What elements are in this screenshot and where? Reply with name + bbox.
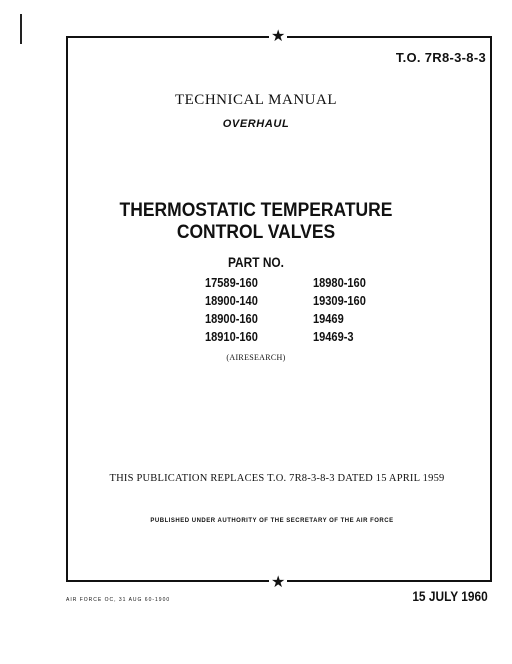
part-number: 18900-140 (205, 293, 258, 308)
document-title (20, 200, 491, 244)
supersede-notice: THIS PUBLICATION REPLACES T.O. 7R8-3-8-3 DATED 15 APRIL 1959 (109, 473, 445, 484)
part-numbers-left-column (205, 274, 258, 346)
part-number: 19469-3 (313, 329, 354, 344)
printer-imprint: AIR FORCE OC, 31 AUG 60-1900 (66, 597, 171, 603)
margin-binding-mark (20, 14, 22, 44)
technical-order-number: T.O. 7R8-3-8-3 (395, 50, 486, 65)
part-number: 18900-160 (205, 311, 258, 326)
publication-date: 15 JULY 1960 (412, 588, 488, 604)
part-number-heading: PART NO. (228, 254, 284, 270)
bottom-star-ornament: ★ (271, 572, 286, 591)
authority-notice: PUBLISHED UNDER AUTHORITY OF THE SECRETARY OF THE AIR FORCE (150, 518, 394, 524)
title-line-2: CONTROL VALVES (176, 222, 336, 243)
part-number: 18910-160 (205, 329, 258, 344)
manufacturer-name: (AIRESEARCH) (226, 353, 286, 362)
part-number: 19309-160 (313, 293, 366, 308)
title-line-1: THERMOSTATIC TEMPERATURE (119, 200, 393, 221)
part-number: 17589-160 (205, 275, 258, 290)
top-star-ornament: ★ (271, 26, 286, 45)
manual-type-heading: TECHNICAL MANUAL (174, 92, 337, 108)
part-numbers-right-column (313, 274, 366, 346)
part-number: 19469 (313, 311, 344, 326)
part-number: 18980-160 (313, 275, 366, 290)
manual-subtitle: OVERHAUL (222, 118, 290, 130)
